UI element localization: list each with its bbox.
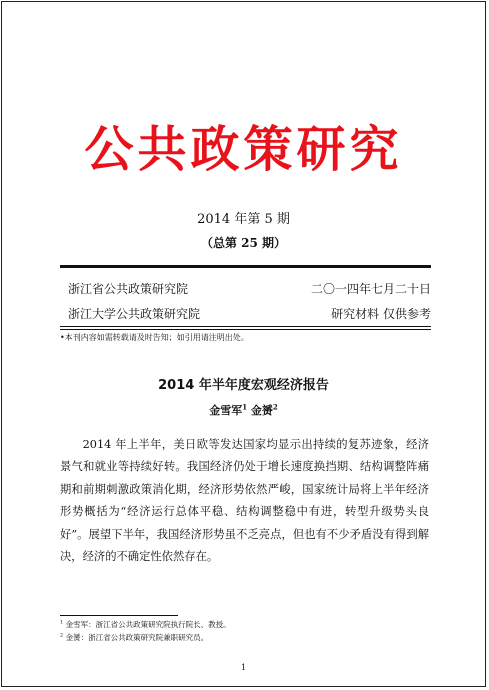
issue-number: 2014 年第 5 期 xyxy=(197,212,290,227)
page-number: 1 xyxy=(240,663,247,672)
header-rule-top xyxy=(60,265,431,268)
footnote-1 xyxy=(60,619,231,630)
authors-line xyxy=(2,402,485,418)
footnote-2-text: 金赟：浙江省公共政策研究院兼职研究员。 xyxy=(63,633,209,642)
copyright-notice: •本刊内容如需转载请及时告知；如引用请注明出处。 xyxy=(60,333,249,342)
meta-row-2 xyxy=(68,305,431,322)
header-rule-bottom xyxy=(60,326,431,327)
header-rule-bottom-thin xyxy=(60,329,431,330)
masthead-title: 公共政策研究 xyxy=(84,121,403,178)
body-paragraph: 2014 年上半年，美日欧等发达国家均显示出持续的复苏迹象，经济景气和就业等持续好转。我国经济仍处于增长速度换挡期、结构调整阵痛期和前期刺激政策消化期，经济形势依然严峻，国家统计局将上半年经济形势概括为“经济运行总体平稳、结构调整稳中有进，转型升级势头良好”。展望下半年，我国经济形势虽不乏亮点，但也有不少矛盾没有得到解决，经济的不确定性依然存在。 xyxy=(60,438,429,564)
footnote-1-text: 金雪军：浙江省公共政策研究院执行院长、教授。 xyxy=(63,620,231,629)
org-zhejiang-university: 浙江大学公共政策研究院 xyxy=(68,307,201,321)
material-note: 研究材料 仅供参考 xyxy=(331,307,431,321)
document-page xyxy=(1,1,486,687)
article-title: 2014 年半年度宏观经济报告 xyxy=(158,378,329,393)
total-issue-number: （总第 25 期） xyxy=(200,236,287,250)
footnote-separator xyxy=(60,615,178,616)
footnote-2 xyxy=(60,632,208,643)
meta-row-1 xyxy=(68,280,431,297)
org-zhejiang-province: 浙江省公共政策研究院 xyxy=(68,282,189,296)
footnote-2-mark: 2 xyxy=(60,632,64,639)
footnote-1-mark: 1 xyxy=(60,619,64,626)
publish-date: 二〇一四年七月二十日 xyxy=(310,282,431,296)
author-1-mark: 1 xyxy=(242,402,248,412)
author-1: 金雪军 xyxy=(209,404,243,417)
author-2: 金赟 xyxy=(250,404,273,417)
author-2-mark: 2 xyxy=(272,402,278,412)
